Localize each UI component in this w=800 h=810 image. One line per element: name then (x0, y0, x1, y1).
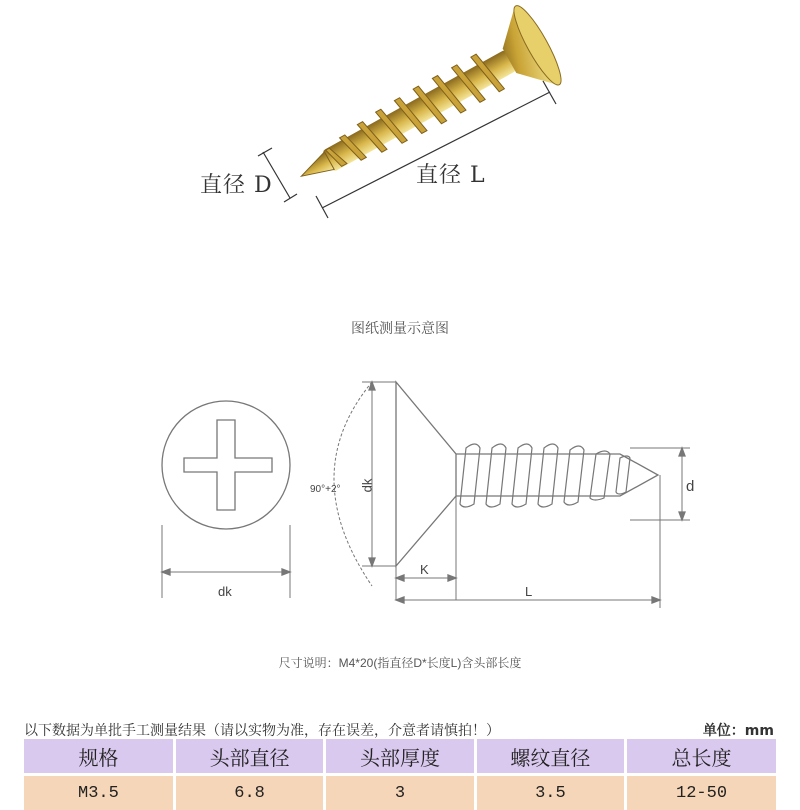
label-l: L (525, 584, 532, 599)
unit-label: 单位：mm (703, 720, 774, 740)
label-length-l: 直径 L (416, 158, 486, 189)
header-total-length: 总长度 (626, 739, 776, 775)
header-head-thickness: 头部厚度 (325, 739, 475, 775)
cell-thread-diameter: 3.5 (475, 775, 625, 810)
label-dk-vertical: dk (359, 479, 374, 493)
table-header-row (24, 739, 776, 775)
header-thread-diameter: 螺纹直径 (475, 739, 625, 775)
technical-drawing (0, 340, 800, 640)
table-row (24, 775, 776, 810)
cell-head-diameter: 6.8 (174, 775, 324, 810)
label-dk-bottom: dk (218, 584, 232, 599)
cell-spec: M3.5 (24, 775, 174, 810)
label-k: K (420, 562, 429, 577)
header-head-diameter: 头部直径 (174, 739, 324, 775)
label-d: d (686, 478, 694, 495)
label-angle: 90°+2° (310, 484, 341, 495)
drawing-title: 图纸测量示意图 (0, 318, 800, 338)
cell-head-thickness: 3 (325, 775, 475, 810)
table-note: 以下数据为单批手工测量结果（请以实物为准，存在误差，介意者请慎拍！） (24, 720, 500, 740)
screw-photo (0, 0, 800, 300)
phillips-cross-icon (184, 420, 272, 510)
header-spec: 规格 (24, 739, 174, 775)
size-note: 尺寸说明：M4*20(指直径D*长度L)含头部长度 (0, 654, 800, 671)
spec-table (24, 739, 776, 810)
label-diameter-d: 直径 D (200, 168, 273, 199)
cell-total-length: 12-50 (626, 775, 776, 810)
